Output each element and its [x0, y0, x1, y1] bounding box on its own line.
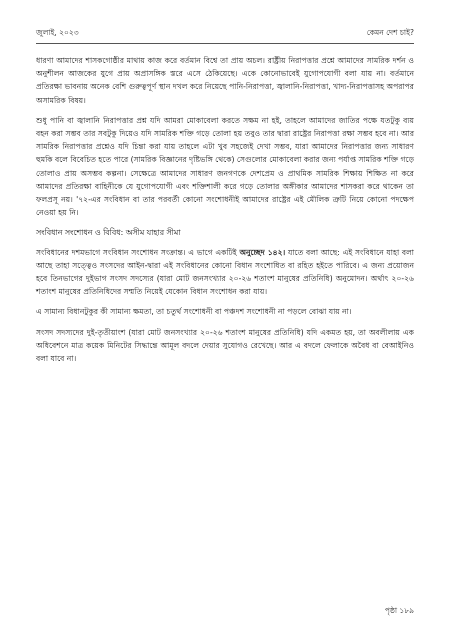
article-reference: অনুচ্ছেদ ১৪২।: [239, 247, 286, 257]
paragraph-3-text-b: যাতে বলা আছে: এই সংবিধানে যাহা বলা আছে তাহা সত্ত্বেও সংসদের আইন-দ্বারা এই সংবিধানের কোনো বিধান সংশোধিত বা রহিত হইতে পারিবে। এ জন্য প্রয়োজন হবে তিনভাগের দুইভাগ সংসদ সদস্যের (যারা মোট জনসংখ্যার ২০-২৬ শতাংশ মানুষের প্রতিনিধি) অনুমোদন। অর্থাৎ ২০-২৬ শতাংশ মানুষের প্রতিনিধিদের সম্মতি নিয়েই যেকোন বিধান সংশোধন করা যায়।: [36, 247, 414, 297]
page-number: পৃষ্ঠা ১৮৯: [384, 606, 414, 615]
article-body: [36, 54, 414, 372]
paragraph-1: ধারণা আমাদের শাসকগোষ্ঠীর মাথায় কাজ করে বর্তমান বিশ্বে তা প্রায় অচল। রাষ্ট্রীয় নিরাপত্তার প্রশ্নে আমাদের সামরিক দর্শন ও অনুশীলন আজকের যুগে প্রায় অপ্রাসঙ্গিক স্তরে এসে ঠেকিয়েছে। একে কোনোভাবেই যুগোপযোগী বলা যায় না। বর্তমানে প্রতিরক্ষা ভাবনায় অনেক বেশি গুরুত্বপূর্ণ স্থান দখল করে নিয়েছে পানি-নিরাপত্তা, জ্বালানি-নিরাপত্তা, খাদ্য-নিরাপত্তাসহ অপরাপর অসামরিক বিষয়।: [36, 56, 414, 105]
paragraph-4: এ সামান্য বিধানটুকুর কী সামান্য ক্ষমতা, তা চতুর্থ সংশোধনী বা পঞ্চদশ সংশোধনী না পড়লে বোঝা যায় না।: [36, 307, 352, 317]
paragraph-3-text-a: সংবিধানের দশমভাগে সংবিধান সংশোধন সংক্রান্ত। এ ভাগে একটিই: [36, 247, 240, 257]
paragraph-2: শুধু পানি বা জ্বালানি নিরাপত্তার প্রশ্ন যদি আমরা মোকাবেলা করতে সক্ষম না হই, তাহলে আমাদের জাতির পক্ষে যতটুকু ব্যয় বহন করা সম্ভব তার সবটুকু দিয়েও যদি সামরিক শক্তি গড়ে তোলা হয় তবুও তার দ্বারা রাষ্ট্রের নিরাপত্তা রক্ষা সম্ভব হবে না। আর সামরিক নিরাপত্তার প্রশ্নেও যদি চিন্তা করা যায় তাহলে এটা খুব সহজেই দেখা সম্ভব, যারা আমাদের নিরাপত্তার জন্য সাধারণ হুমকি বলে বিবেচিত হতে পারে (সামরিক বিজ্ঞানের দৃষ্টিভঙ্গি থেকে) সেগুলোর মোকাবেলা করার জন্য পর্যাপ্ত সামরিক শক্তি গড়ে তোলাও প্রায় অসম্ভব কল্পনা। সেক্ষেত্রে আমাদের সাধারণ জনগণকে দেশপ্রেম ও প্রাথমিক সামরিক শিক্ষায় শিক্ষিত না করে আমাদের প্রতিরক্ষা বাহিনীকে যে যুগোপযোগী এবং শক্তিশালী করে গড়ে তোলার অঙ্গীকার আমাদের শাসকরা করে থাকেন তা ফলপ্রসূ নয়। '৭২-এর সংবিধান বা তার পরবর্তী কোনো সংশোধনীই আমাদের রাষ্ট্রের এই মৌলিক ত্রুটি নিয়ে কোনো পদক্ষেপ নেওয়া হয় নি।: [36, 115, 414, 218]
header-date: জুলাই, ২০২৩: [36, 28, 79, 37]
section-heading: সংবিধান সংশোধন ও বিবিধ: অসীম যাহার সীমা: [36, 228, 181, 238]
paragraph-3: [36, 246, 414, 299]
header-title: কেমন দেশ চাই?: [366, 28, 414, 37]
paragraph-5: সংসদ সদস্যদের দুই-তৃতীয়াংশ (যারা মোট জনসংখ্যার ২০-২৬ শতাংশ মানুষের প্রতিনিধি) যদি একমত হয়, তা অবলীলায় এক অধিবেশনে মাত্র কয়েক মিনিটের সিদ্ধান্তে আমূল বদলে দেয়ার সুযোগও রেখেছে। আর এ বদলে ফেলাকে অবৈধ বা বেআইনিও বলা যাবে না।: [36, 327, 414, 364]
page-header: [36, 28, 414, 44]
